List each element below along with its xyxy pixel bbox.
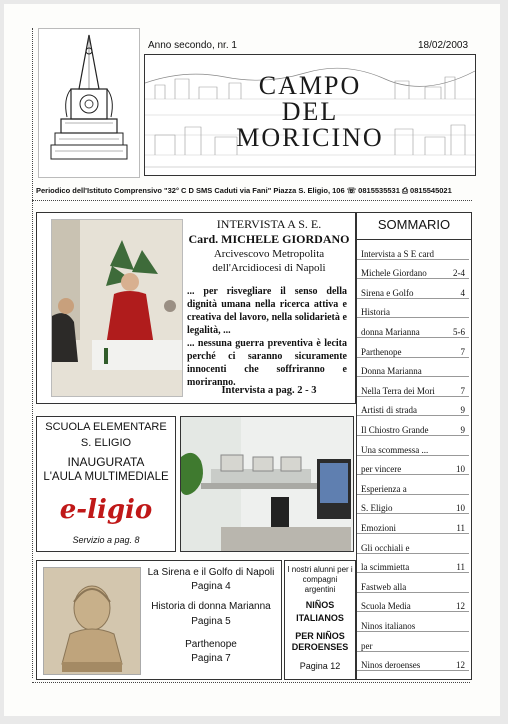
argentina-page-ref: Pagina 12 bbox=[299, 661, 341, 671]
sommario-row bbox=[357, 612, 469, 632]
sommario-row-page: 5-6 bbox=[453, 326, 465, 337]
sommario-row bbox=[357, 318, 469, 338]
sommario-row-page: 11 bbox=[456, 562, 465, 573]
sommario-row-text: Historia bbox=[361, 307, 390, 318]
interview-diocese: dell'Arcidiocesi di Napoli bbox=[212, 262, 326, 274]
school-headline-1: INAUGURATA bbox=[67, 455, 145, 469]
sommario-row bbox=[357, 514, 469, 534]
sommario-row bbox=[357, 652, 469, 672]
sommario-row-text: per vincere bbox=[361, 464, 402, 475]
sommario-row bbox=[357, 240, 469, 260]
sommario-row-page: 12 bbox=[456, 660, 465, 671]
interview-page-ref: Intervista a pag. 2 - 3 bbox=[221, 385, 317, 396]
school-type: SCUOLA ELEMENTARE bbox=[45, 421, 167, 433]
interview-quote-1: ... per risvegliare il senso della dignità umana nella ricerca attiva e creativa del lavoro, nella solidarietà e legalità, ... bbox=[187, 286, 347, 336]
feature-c-page: Pagina 7 bbox=[191, 653, 231, 664]
interview-quote-2: ... nessuna guerra preventiva è lecita perché ci saranno sicuramente innocenti che soffriranno e moriranno. bbox=[187, 338, 347, 388]
sommario-row bbox=[357, 456, 469, 476]
sommario-row bbox=[357, 397, 469, 417]
sommario-row-text: Intervista a S E card bbox=[361, 248, 434, 259]
interview-subject: Card. MICHELE GIORDANO bbox=[188, 232, 350, 246]
sommario-row bbox=[357, 632, 469, 652]
features-box bbox=[36, 560, 282, 680]
sommario-row-text: Artisti di strada bbox=[361, 405, 417, 416]
sommario-row bbox=[357, 573, 469, 593]
sommario-row bbox=[357, 377, 469, 397]
sommario-row-text: Fastweb alla bbox=[361, 581, 407, 592]
sommario-row-text: Donna Marianna bbox=[361, 366, 422, 377]
feature-a-page: Pagina 4 bbox=[191, 581, 231, 592]
argentina-headline-2: PER NIÑOS DEROENSES bbox=[291, 631, 349, 652]
left-dotted-border bbox=[32, 28, 33, 678]
sommario-row bbox=[357, 299, 469, 319]
sommario-row-page: 9 bbox=[460, 405, 465, 416]
monument-illustration bbox=[38, 28, 140, 178]
sommario-row-page: 10 bbox=[456, 464, 465, 475]
sommario-row-text: Gli occhiali e bbox=[361, 542, 410, 553]
sommario-row bbox=[357, 495, 469, 515]
school-contact-line: Periodico dell'Istituto Comprensivo "32° C D SMS Caduti via Fani" Piazza S. Eligio, 106 ☏ 0815535531 ⎙ 0815545021 bbox=[36, 186, 452, 195]
issue-date: 18/02/2003 bbox=[418, 40, 469, 51]
sommario-row-page: 11 bbox=[456, 522, 465, 533]
sommario-row bbox=[357, 416, 469, 436]
sommario-row-text: Ninos deroenses bbox=[361, 660, 421, 671]
sommario-row bbox=[357, 338, 469, 358]
sommario-row-text: Il Chiostro Grande bbox=[361, 424, 429, 435]
sommario-row bbox=[357, 534, 469, 554]
sommario-row-text: Michele Giordano bbox=[361, 268, 427, 279]
sommario-row bbox=[357, 554, 469, 574]
sommario-row-text: per bbox=[361, 640, 373, 651]
masthead-panel bbox=[144, 54, 476, 176]
sommario-row bbox=[357, 279, 469, 299]
masthead-title bbox=[145, 73, 475, 151]
feature-b-title: Historia di donna Marianna bbox=[151, 601, 271, 612]
sommario-row bbox=[357, 475, 469, 495]
sommario-row-page: 7 bbox=[460, 346, 465, 357]
school-headline-2: L'AULA MULTIMEDIALE bbox=[43, 471, 169, 483]
sommario-row bbox=[357, 436, 469, 456]
sommario-row-page: 2-4 bbox=[453, 268, 465, 279]
sommario-row-page: 7 bbox=[460, 385, 465, 396]
feature-a-title: La Sirena e il Golfo di Napoli bbox=[147, 567, 275, 578]
school-news-box bbox=[36, 416, 176, 552]
sommario-row-text: Esperienza a bbox=[361, 483, 407, 494]
sommario-row-page: 4 bbox=[460, 287, 465, 298]
sommario-row-text: Emozioni bbox=[361, 522, 396, 533]
sommario-row-text: S. Eligio bbox=[361, 503, 393, 514]
cardinal-photo bbox=[51, 219, 183, 397]
sommario-row-text: Una scommessa ... bbox=[361, 444, 429, 455]
sommario-box bbox=[356, 212, 472, 680]
sommario-row-text: donna Marianna bbox=[361, 326, 420, 337]
sommario-row-text: Parthenope bbox=[361, 346, 402, 357]
masthead-word-1: CAMPO bbox=[258, 71, 362, 100]
sommario-row-text: la scimmietta bbox=[361, 562, 410, 573]
header-divider bbox=[32, 200, 472, 201]
sommario-row-page: 10 bbox=[456, 503, 465, 514]
argentina-box bbox=[284, 560, 356, 680]
siren-bust-photo bbox=[43, 567, 141, 675]
sommario-row bbox=[357, 593, 469, 613]
sommario-row bbox=[357, 358, 469, 378]
sommario-row-text: Sirena e Golfo bbox=[361, 287, 414, 298]
computer-lab-photo bbox=[180, 416, 354, 552]
masthead-word-2: DEL bbox=[281, 97, 339, 126]
bottom-dotted-border bbox=[32, 682, 470, 683]
sommario-row-text: Scuola Media bbox=[361, 601, 411, 612]
sommario-row-page: 12 bbox=[456, 601, 465, 612]
eligio-logo: e-ligio bbox=[59, 495, 153, 525]
sommario-row-page: 9 bbox=[460, 424, 465, 435]
school-service-ref: Servizio a pag. 8 bbox=[72, 535, 140, 545]
sommario-row-text: Nella Terra dei Mori bbox=[361, 385, 435, 396]
feature-c-title: Parthenope bbox=[185, 639, 237, 650]
masthead-word-3: MORICINO bbox=[236, 123, 384, 152]
argentina-intro: I nostri alunni per i compagni argentini bbox=[287, 565, 353, 594]
interview-box bbox=[36, 212, 356, 404]
feature-b-page: Pagina 5 bbox=[191, 616, 231, 627]
interview-kicker: INTERVISTA A S. E. bbox=[216, 217, 322, 231]
interview-role: Arcivescovo Metropolita bbox=[213, 248, 325, 260]
school-name: S. ELIGIO bbox=[80, 437, 132, 449]
issue-number: Anno secondo, nr. 1 bbox=[148, 40, 237, 51]
sommario-row-text: Ninos italianos bbox=[361, 620, 416, 631]
sommario-title: SOMMARIO bbox=[357, 217, 471, 240]
sommario-row bbox=[357, 260, 469, 280]
argentina-headline-1: NIÑOS ITALIANOS bbox=[296, 600, 344, 623]
